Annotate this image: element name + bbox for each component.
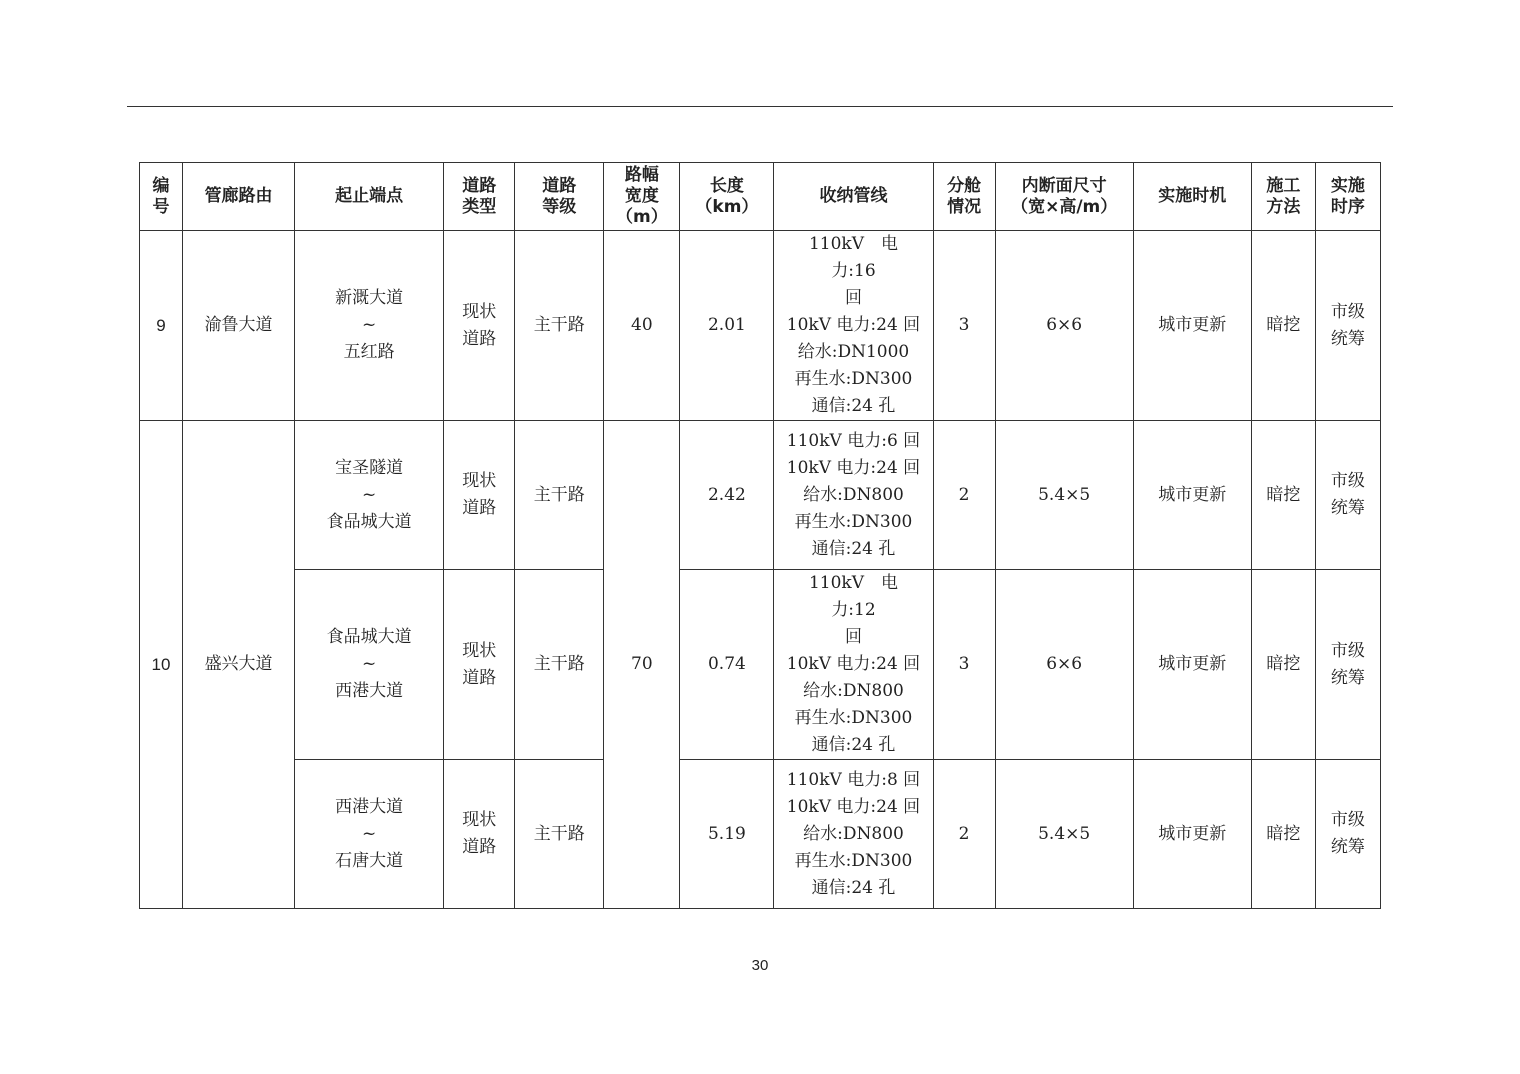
header-road-type: 道路 类型 (444, 163, 515, 231)
cell-section: 6×6 (995, 570, 1133, 760)
cell-road-type: 现状 道路 (444, 570, 515, 760)
cell-endpoints: 食品城大道 ~ 西港大道 (295, 570, 444, 760)
header-cabins: 分舱 情况 (933, 163, 995, 231)
cell-endpoints: 宝圣隧道 ~ 食品城大道 (295, 421, 444, 570)
cell-road-type: 现状 道路 (444, 231, 515, 421)
cell-cabins: 2 (933, 760, 995, 909)
header-width: 路幅 宽度 （m） (604, 163, 680, 231)
cell-section: 5.4×5 (995, 421, 1133, 570)
cell-cabins: 3 (933, 570, 995, 760)
cell-no: 9 (140, 231, 183, 421)
cell-section: 5.4×5 (995, 760, 1133, 909)
cell-road-grade: 主干路 (515, 570, 604, 760)
cell-road-grade: 主干路 (515, 231, 604, 421)
cell-route: 渝鲁大道 (183, 231, 295, 421)
cell-timing: 城市更新 (1133, 760, 1251, 909)
header-road-grade: 道路 等级 (515, 163, 604, 231)
cell-method: 暗挖 (1251, 421, 1315, 570)
cell-width: 40 (604, 231, 680, 421)
header-section: 内断面尺寸 （宽×高/m） (995, 163, 1133, 231)
cell-method: 暗挖 (1251, 570, 1315, 760)
cell-pipelines: 110kV 电 力:16 回 10kV 电力:24 回 给水:DN1000 再生水:DN300 通信:24 孔 (774, 231, 933, 421)
cell-pipelines: 110kV 电力:6 回 10kV 电力:24 回 给水:DN800 再生水:DN300 通信:24 孔 (774, 421, 933, 570)
cell-sequence: 市级 统筹 (1315, 570, 1380, 760)
cell-endpoints: 新溉大道 ~ 五红路 (295, 231, 444, 421)
cell-cabins: 2 (933, 421, 995, 570)
cell-pipelines: 110kV 电力:8 回 10kV 电力:24 回 给水:DN800 再生水:DN300 通信:24 孔 (774, 760, 933, 909)
cell-road-grade: 主干路 (515, 421, 604, 570)
table-row (140, 231, 1381, 421)
cell-timing: 城市更新 (1133, 570, 1251, 760)
cell-length: 0.74 (680, 570, 774, 760)
cell-endpoints: 西港大道 ~ 石唐大道 (295, 760, 444, 909)
cell-sequence: 市级 统筹 (1315, 760, 1380, 909)
cell-pipelines: 110kV 电 力:12 回 10kV 电力:24 回 给水:DN800 再生水:DN300 通信:24 孔 (774, 570, 933, 760)
table-row (140, 421, 1381, 570)
cell-cabins: 3 (933, 231, 995, 421)
table-header-row (140, 163, 1381, 231)
cell-section: 6×6 (995, 231, 1133, 421)
header-length: 长度 （km） (680, 163, 774, 231)
header-method: 施工 方法 (1251, 163, 1315, 231)
cell-road-type: 现状 道路 (444, 760, 515, 909)
header-endpoints: 起止端点 (295, 163, 444, 231)
cell-road-type: 现状 道路 (444, 421, 515, 570)
header-rule (127, 106, 1393, 107)
cell-method: 暗挖 (1251, 760, 1315, 909)
header-route: 管廊路由 (183, 163, 295, 231)
header-pipelines: 收纳管线 (774, 163, 933, 231)
table-row (140, 570, 1381, 760)
cell-length: 2.42 (680, 421, 774, 570)
cell-length: 2.01 (680, 231, 774, 421)
cell-no: 10 (140, 421, 183, 909)
cell-width: 70 (604, 421, 680, 909)
cell-sequence: 市级 统筹 (1315, 421, 1380, 570)
header-sequence: 实施 时序 (1315, 163, 1380, 231)
table-row (140, 760, 1381, 909)
header-no: 编 号 (140, 163, 183, 231)
cell-road-grade: 主干路 (515, 760, 604, 909)
cell-length: 5.19 (680, 760, 774, 909)
cell-timing: 城市更新 (1133, 231, 1251, 421)
cell-route: 盛兴大道 (183, 421, 295, 909)
page-number: 30 (751, 957, 769, 974)
cell-timing: 城市更新 (1133, 421, 1251, 570)
cell-sequence: 市级 统筹 (1315, 231, 1380, 421)
corridor-table (139, 162, 1381, 909)
header-timing: 实施时机 (1133, 163, 1251, 231)
cell-method: 暗挖 (1251, 231, 1315, 421)
